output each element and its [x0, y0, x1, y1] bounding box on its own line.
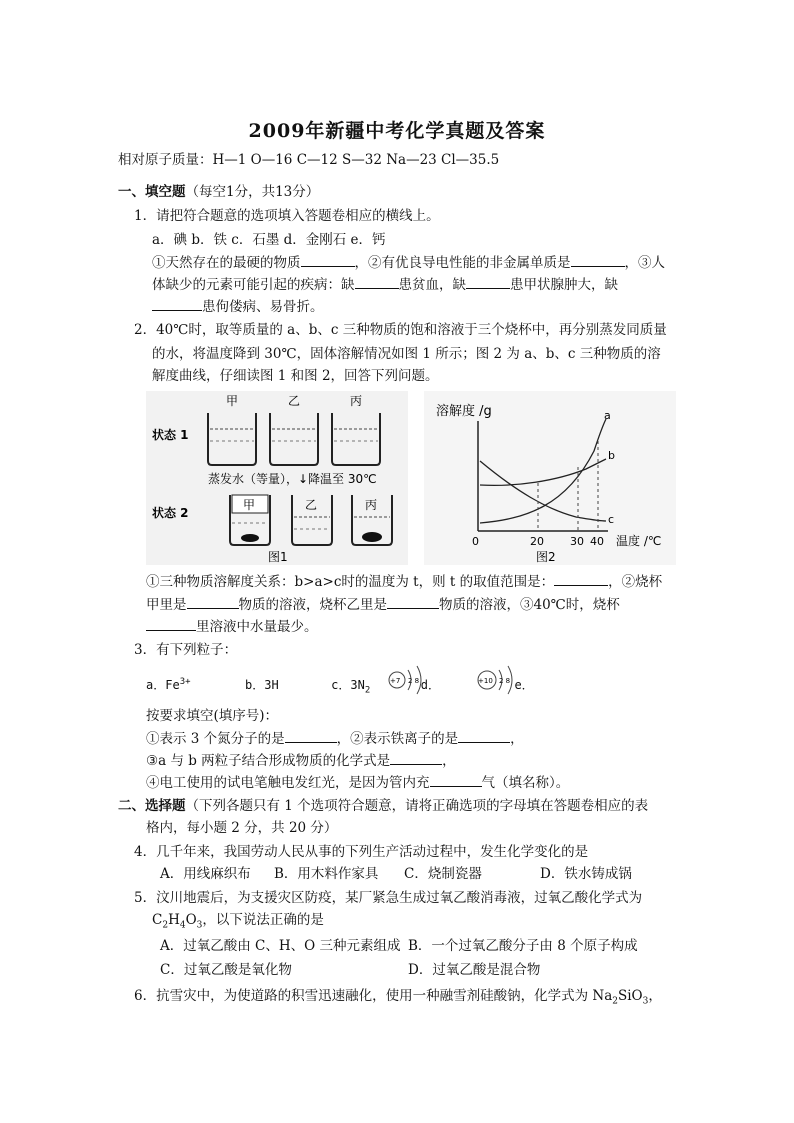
fig1-state1-label: 状态 1: [152, 428, 189, 442]
q2-ans3: [146, 616, 318, 637]
q2-text: ，②烧杯: [608, 574, 663, 590]
beaker-label-bing-2: 丙: [365, 498, 378, 512]
q3-r3: [146, 772, 569, 793]
q3-stem: 3．有下列粒子：: [134, 642, 238, 658]
particle-c: c．3N: [331, 678, 365, 692]
q5-formula: C: [152, 912, 163, 928]
q1-text: 体缺少的元素可能引起的疾病：缺: [152, 277, 355, 293]
q4-stem: 4．几千年来，我国劳动人民从事的下列生产活动过程中，发生化学变化的是: [134, 844, 589, 860]
q2-text: 物质的溶液，③40℃时，烧杯: [439, 597, 620, 613]
answer-blank[interactable]: [146, 616, 196, 631]
q6-stem-line: [134, 986, 662, 1012]
fig1-caption: 图1: [268, 550, 288, 564]
fig1-state2-label: 状态 2: [152, 506, 189, 520]
answer-blank[interactable]: [285, 728, 337, 743]
answer-blank[interactable]: [301, 252, 355, 267]
q1-text: 患贫血，缺: [398, 277, 466, 293]
particle-d: d．: [420, 678, 440, 692]
beaker-label-jia: 甲: [226, 394, 239, 408]
figures-svg: [146, 391, 676, 565]
q4-option-b: B．用木料作家具: [274, 866, 379, 882]
figure-area: [146, 391, 676, 565]
q1-text: 患佝偻病、易骨折。: [202, 299, 324, 315]
fig2-caption: 图2: [536, 550, 556, 564]
atom-d-nucleus: +7: [390, 677, 401, 685]
section1-note: （每空1分，共13分）: [185, 184, 320, 200]
q4-option-c: C．烧制瓷器: [404, 866, 482, 882]
beaker-label-bing: 丙: [350, 394, 363, 408]
q5-option-c: C．过氧乙酸是氧化物: [160, 962, 292, 978]
particle-a: a．Fe: [146, 678, 180, 692]
q2-text: 甲里是: [146, 597, 187, 613]
q6-sub2: 3: [642, 996, 649, 1007]
q1-line3: [152, 296, 324, 317]
q1-text: ，②有优良导电性能的非金属单质是: [354, 255, 571, 271]
q3-text: 气（填名称）。: [481, 775, 570, 791]
answer-blank[interactable]: [466, 274, 510, 289]
answer-blank[interactable]: [390, 750, 442, 765]
answer-blank[interactable]: [554, 571, 608, 586]
answer-blank[interactable]: [458, 728, 510, 743]
answer-blank[interactable]: [387, 594, 439, 609]
fig2-ylabel: 溶解度 /g: [436, 404, 492, 419]
q1-line2: [152, 274, 618, 295]
q2-text: 物质的溶液，烧杯乙里是: [238, 597, 387, 613]
answer-blank[interactable]: [355, 274, 399, 289]
particle-b: b．3H: [245, 678, 279, 692]
q5-formula-line: $C_2H_4O_3$，以下说法正确的是: [152, 912, 324, 931]
q3-r1: [146, 728, 524, 749]
answer-blank[interactable]: [571, 252, 625, 267]
q5-option-b: B．一个过氧乙酸分子由 8 个原子构成: [408, 938, 638, 954]
q2-line2: 的水，将温度降到 30℃，固体溶解情况如图 1 所示；图 2 为 a、b、c 三种物质的溶: [152, 346, 661, 362]
beaker-label-yi-2: 乙: [305, 498, 318, 512]
section2-heading-line: [118, 796, 648, 816]
fig2-xlabel: 温度 /℃: [616, 534, 662, 548]
q3-text: ，②表示铁离子的是: [336, 731, 459, 747]
q4-option-d: D．铁水铸成锅: [540, 866, 632, 882]
q1-stem: 1．请把符合题意的选项填入答题卷相应的横线上。: [134, 208, 440, 224]
tick-0: 0: [472, 535, 479, 548]
curve-label-c: c: [608, 513, 615, 526]
atomic-mass-line: 相对原子质量：H—1 O—16 C—12 S—32 Na—23 Cl—35.5: [118, 152, 500, 168]
curve-label-b: b: [608, 449, 615, 462]
q5-option-d: D．过氧乙酸是混合物: [408, 962, 541, 978]
atom-diagram-e: [474, 662, 524, 698]
section2-heading: 二、选择题: [118, 798, 186, 814]
atom-e-shells: 2 8: [499, 677, 511, 685]
q2-line1: 2．40℃时，取等质量的 a、b、c 三种物质的饱和溶液于三个烧杯中，再分别蒸发同质量: [134, 322, 667, 338]
beaker-label-yi: 乙: [288, 394, 301, 408]
q2-line3: 解度曲线，仔细读图 1 和图 2，回答下列问题。: [152, 368, 439, 384]
tick-30: 30: [570, 535, 584, 548]
q6-sub1: 2: [612, 996, 618, 1007]
q3-text: ④电工使用的试电笔触电发红光，是因为管内充: [146, 775, 430, 791]
answer-blank[interactable]: [187, 594, 239, 609]
q2-text: ①三种物质溶解度关系：b>a>c时的温度为 t，则 t 的取值范围是：: [146, 574, 555, 590]
q3-text: ①表示 3 个氮分子的是: [146, 731, 285, 747]
section2-note2: 格内，每小题 2 分，共 20 分）: [146, 820, 338, 836]
answer-blank[interactable]: [430, 772, 482, 787]
q6-end: ，: [648, 988, 662, 1004]
section1-heading: 一、填空题: [118, 184, 186, 200]
tick-20: 20: [530, 535, 544, 548]
fig1-process-text: 蒸发水（等量），↓降温至 30℃: [208, 472, 377, 486]
q1-text: 患甲状腺肿大，缺: [510, 277, 618, 293]
tick-40: 40: [590, 535, 604, 548]
section2-note1: （下列各题只有 1 个选项符合题意，请将正确选项的字母填在答题卷相应的表: [185, 798, 649, 814]
q5-text: ，以下说法正确的是: [202, 912, 324, 928]
beaker-label-jia-2: 甲: [243, 498, 256, 512]
particle-c-sub: 2: [364, 685, 371, 696]
curve-label-a: a: [604, 409, 611, 422]
q3-text: ，: [442, 753, 456, 769]
atom-e-nucleus: +10: [478, 677, 493, 685]
atom-diagram-d: [384, 662, 434, 698]
q1-text: ①天然存在的最硬的物质: [152, 255, 301, 271]
particle-a-charge: 3+: [179, 677, 191, 687]
q1-line1: [152, 252, 665, 273]
section1-heading-line: [118, 182, 319, 202]
q3-text: ③a 与 b 两粒子结合形成物质的化学式是: [146, 753, 391, 769]
q5-option-a: A．过氧乙酸由 C、H、O 三种元素组成: [160, 938, 401, 954]
q3-req: 按要求填空(填序号)：: [146, 708, 279, 724]
atom-d-shells: 2 8: [408, 677, 420, 685]
q6-mid: SiO: [617, 988, 643, 1004]
particle-e: e．: [514, 678, 534, 692]
answer-blank[interactable]: [152, 296, 202, 311]
q6-stem: 6．抗雪灾中，为使道路的积雪迅速融化，使用一种融雪剂硅酸钠，化学式为 Na: [134, 988, 613, 1004]
q4-option-a: A．用线麻织布: [160, 866, 251, 882]
q2-ans2: [146, 594, 620, 615]
q2-text: 里溶液中水量最少。: [196, 619, 318, 635]
q2-ans1: [146, 571, 662, 592]
q1-options: a．碘 b．铁 c．石墨 d．金刚石 e．钙: [152, 232, 386, 248]
q1-text: ，③人: [624, 255, 665, 271]
q3-r2: [146, 750, 456, 771]
q3-text: ，: [510, 731, 524, 747]
q5-stem: 5．汶川地震后，为支援灾区防疫，某厂紧急生成过氧乙酸消毒液，过氧乙酸化学式为: [134, 890, 643, 906]
page-title: 2009年新疆中考化学真题及答案: [248, 120, 546, 142]
